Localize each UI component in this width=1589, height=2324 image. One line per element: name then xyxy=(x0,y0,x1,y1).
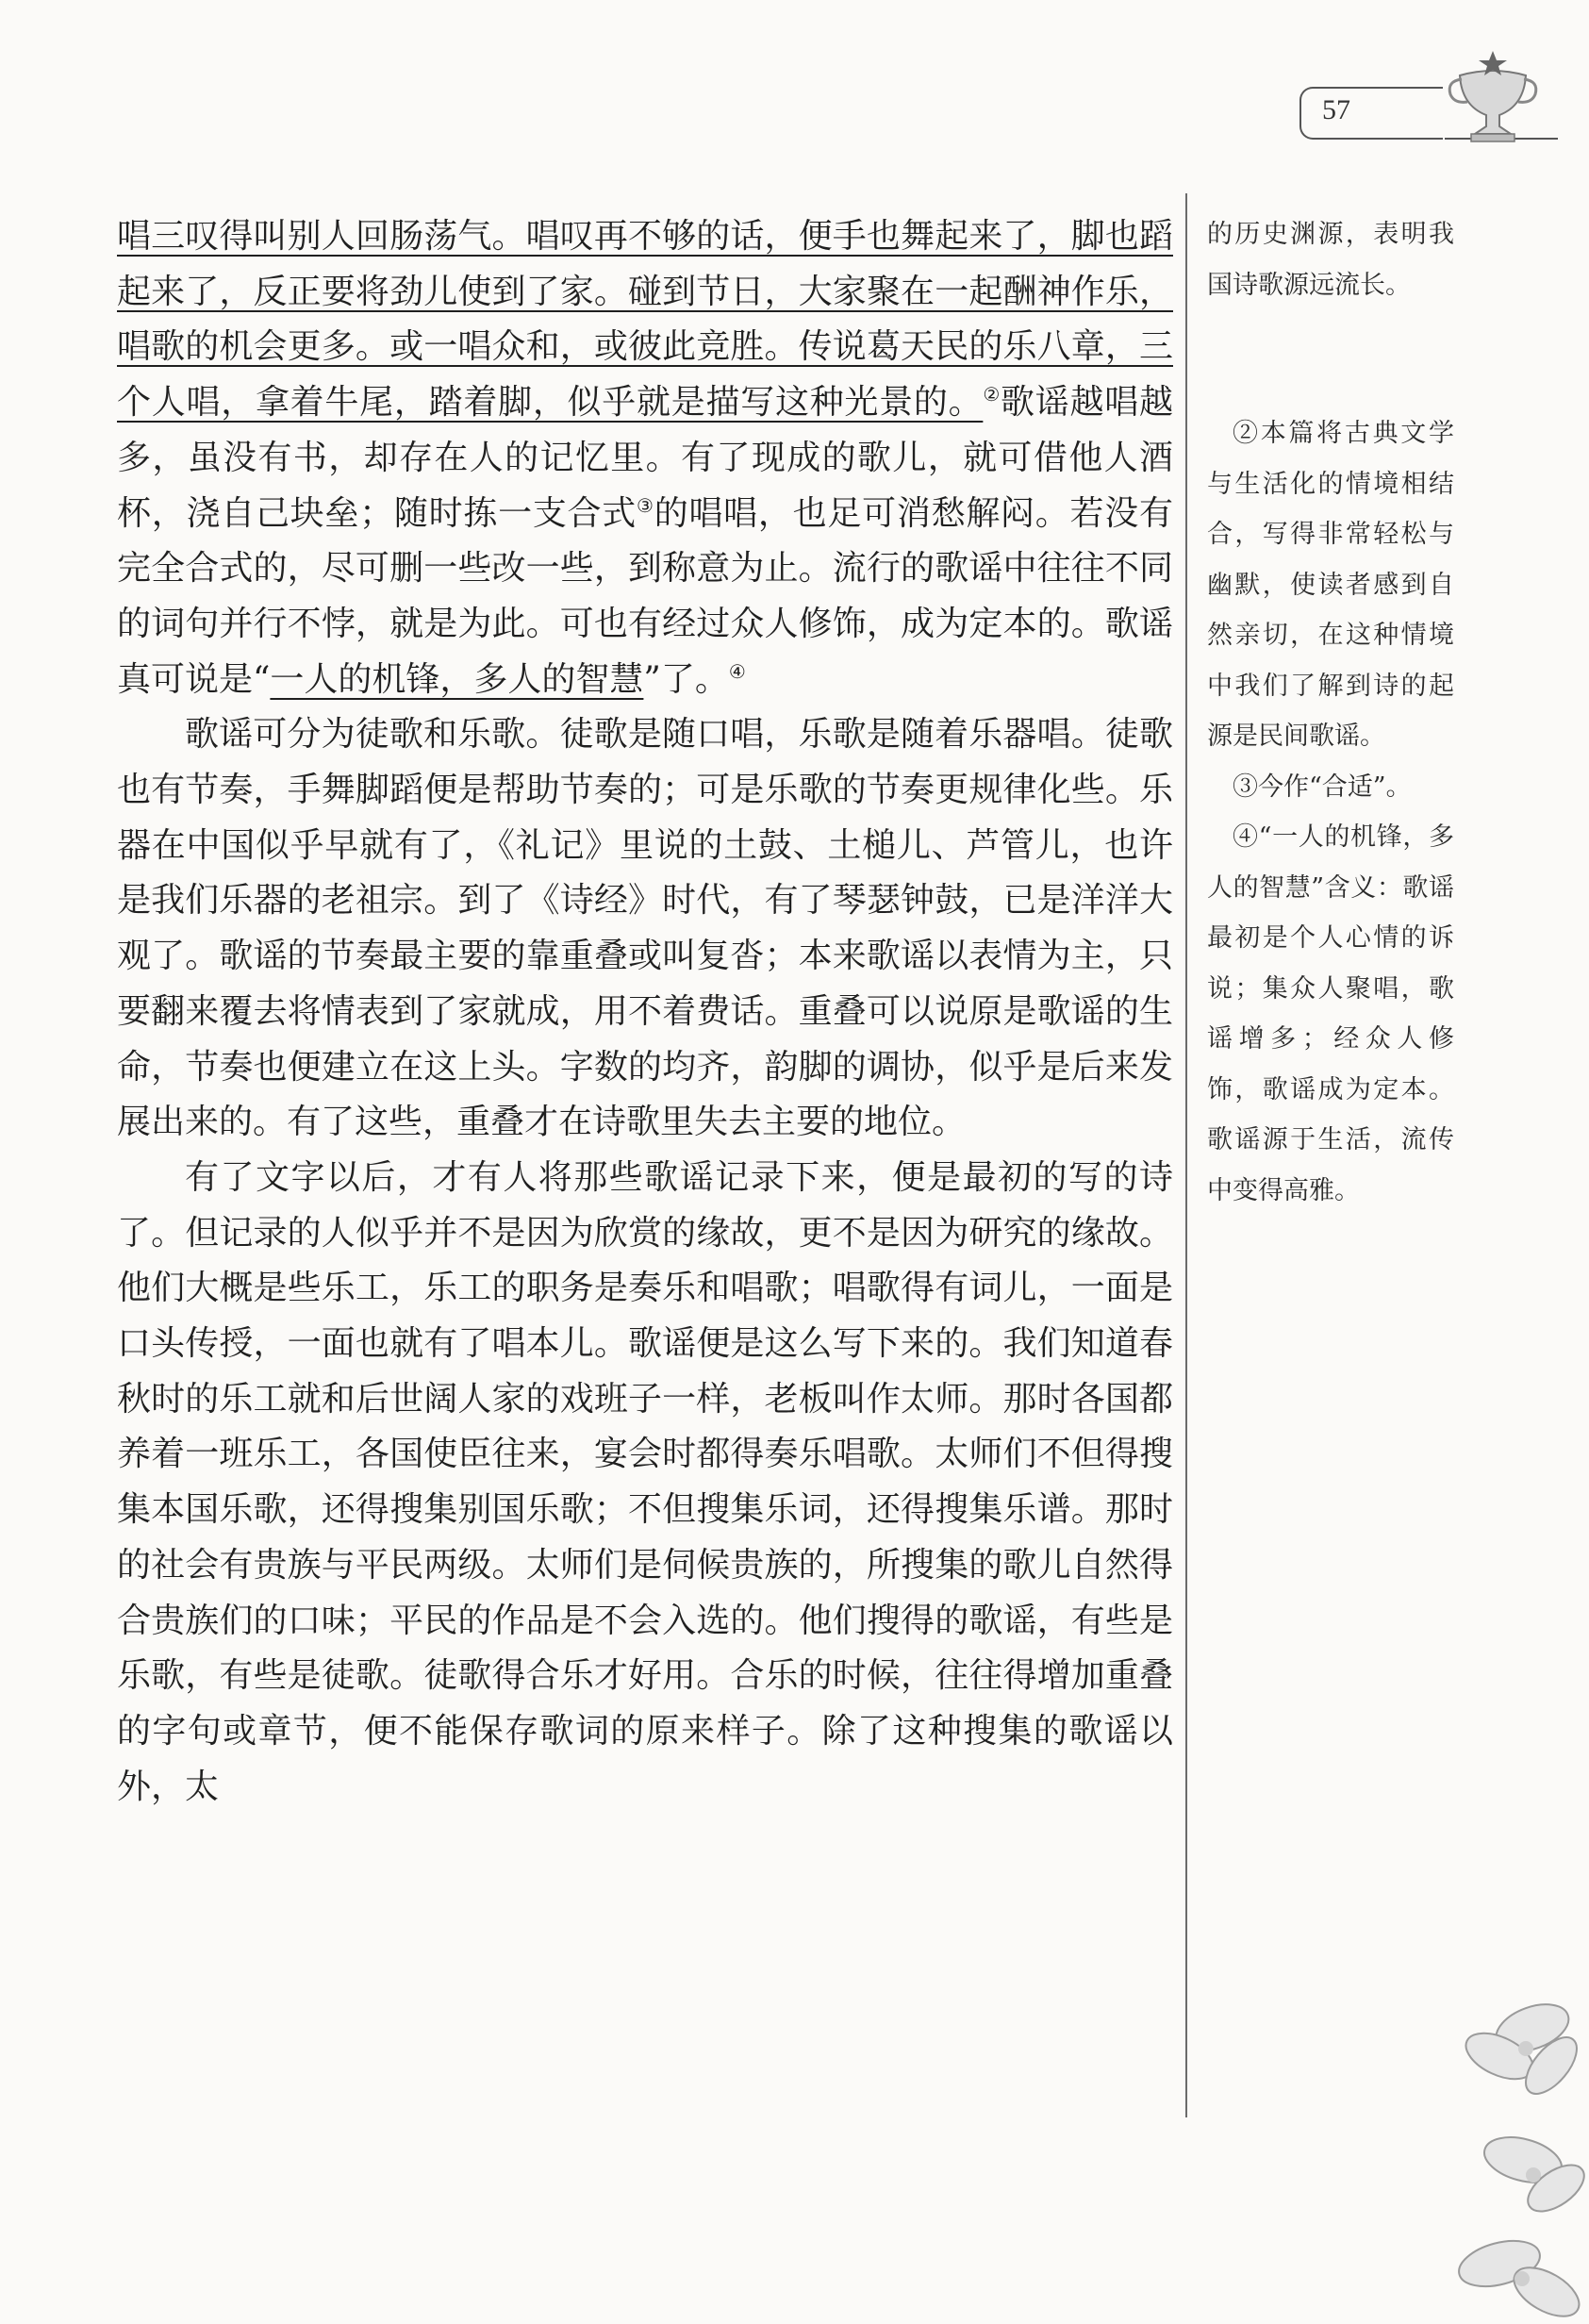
trophy-icon xyxy=(1441,47,1545,151)
side-note-1-continued: 的历史渊源，表明我国诗歌源远流长。 xyxy=(1207,220,1454,300)
side-note-gap xyxy=(1207,310,1454,408)
margin-divider xyxy=(1185,193,1187,2117)
footnote-mark-3: ③ xyxy=(637,493,654,517)
side-notes xyxy=(1207,209,1454,1216)
paragraph-1-text-e: ”了。 xyxy=(643,659,729,699)
page-number-frame xyxy=(1299,87,1443,140)
paragraph-1-text-c: 的唱唱，也足可消愁解闷。若没有完全合式的，尽可删一些改一些，到称意为止。流行的歌谣中往往不同的词句并行不悖，就是为此。可也有经过众人修饰，成为定本的。歌谣真可说是“ xyxy=(117,493,1173,699)
footnote-mark-4: ④ xyxy=(728,659,746,683)
annotated-phrase: 一人的机锋，多人的智慧 xyxy=(270,659,644,699)
paragraph-1-text-b: 歌谣越唱越多，虽没有书，却存在人的记忆里。有了现成的歌儿，就可借他人酒杯，浇自己块垒；随时拣一支合式 xyxy=(117,383,1173,533)
paragraph-3: 有了文字以后，才有人将那些歌谣记录下来，便是最初的写的诗了。但记录的人似乎并不是因为欣赏的缘故，更不是因为研究的缘故。他们大概是些乐工，乐工的职务是奏乐和唱歌；唱歌得有词儿，一面是口头传授，一面也就有了唱本儿。歌谣便是这么写下来的。我们知道春秋时的乐工就和后世阔人家的戏班子一样，老板叫作太师。那时各国都养着一班乐工，各国使臣往来，宴会时都得奏乐唱歌。太师们不但得搜集本国乐歌，还得搜集别国乐歌；不但搜集乐词，还得搜集乐谱。那时的社会有贵族与平民两级。太师们是伺候贵族的，所搜集的歌儿自然得合贵族们的口味；平民的作品是不会入选的。他们搜得的歌谣，有些是乐歌，有些是徒歌。徒歌得合乐才好用。合乐的时候，往往得增加重叠的字句或章节，便不能保存歌词的原来样子。除了这种搜集的歌谣以外，太 xyxy=(117,1157,1173,1806)
main-text xyxy=(117,209,1173,1815)
paragraph-2: 歌谣可分为徒歌和乐歌。徒歌是随口唱，乐歌是随着乐器唱。徒歌也有节奏，手舞脚蹈便是帮助节奏的；可是乐歌的节奏更规律化些。乐器在中国似乎早就有了，《礼记》里说的土鼓、土槌儿、芦管儿，也许是我们乐器的老祖宗。到了《诗经》时代，有了琴瑟钟鼓，已是洋洋大观了。歌谣的节奏最主要的靠重叠或叫复沓；本来歌谣以表情为主，只要翻来覆去将情表到了家就成，用不着费话。重叠可以说原是歌谣的生命，节奏也便建立在这上头。字数的均齐，韵脚的调协，似乎是后来发展出来的。有了这些，重叠才在诗歌里失去主要的地位。 xyxy=(117,715,1173,1142)
page-number: 57 xyxy=(1322,94,1350,125)
side-note-4: ④“一人的机锋，多人的智慧”含义：歌谣最初是个人心情的诉说；集众人聚唱，歌谣增多；经众人修饰，歌谣成为定本。歌谣源于生活，流传中变得高雅。 xyxy=(1207,822,1454,1205)
footnote-mark-2: ② xyxy=(983,383,1001,407)
paragraph-1 xyxy=(117,209,1173,707)
lotus-decoration-icon xyxy=(1443,1990,1589,2324)
side-note-3: ③今作“合适”。 xyxy=(1233,772,1412,802)
annotated-passage: 唱三叹得叫别人回肠荡气。唱叹再不够的话，便手也舞起来了，脚也蹈起来了，反正要将劲儿使到了家。碰到节日，大家聚在一起酬神作乐，唱歌的机会更多。或一唱众和，或彼此竞胜。传说葛天民的乐八章，三个人唱，拿着牛尾，踏着脚，似乎就是描写这种光景的。 xyxy=(117,217,1173,423)
side-note-2: ②本篇将古典文学与生活化的情境相结合，写得非常轻松与幽默，使读者感到自然亲切，在这种情境中我们了解到诗的起源是民间歌谣。 xyxy=(1207,419,1454,751)
